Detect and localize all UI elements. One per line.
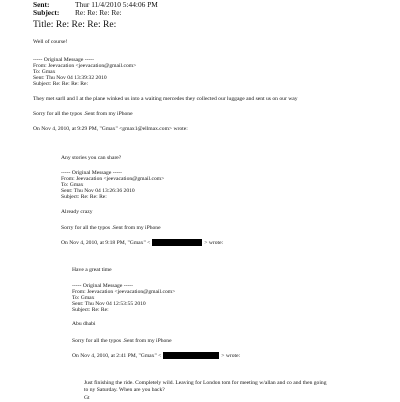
sent-line: Sent: Thu Nov 04 12:53:55 2010: [72, 301, 146, 307]
sent-line: Sent: Thu Nov 04 13:26:36 2010: [61, 188, 135, 194]
body-line: Any stories you can share?: [61, 155, 122, 161]
subject-label: Subject:: [33, 8, 60, 17]
redaction-box: [163, 352, 219, 359]
body-line: Abu dhabi: [72, 321, 96, 327]
signature-line: Sorry for all the typos .Sent from my iPhone: [61, 225, 161, 231]
quote-header: On Nov 4, 2010, at 9:29 PM, "Gmax" <gmax1@ellmax.com> wrote:: [33, 126, 188, 132]
body-line: They met sarll and I at the plane winked us into a waiting mercedes they collected our luggage and sent us on our way: [33, 96, 298, 102]
from-line: From: Jeevacation <jeevacation@gmail.com>: [61, 176, 165, 182]
subject-line: Subject: Re: Re: Re:: [61, 194, 107, 200]
sent-line: Sent: Thu Nov 04 13:39:32 2010: [33, 75, 107, 81]
original-message-separator: ----- Original Message -----: [61, 170, 123, 176]
to-line: To: Gmax: [61, 182, 84, 188]
original-message-separator: ----- Original Message -----: [33, 57, 95, 63]
from-line: From: Jeevacation <jeevacation@gmail.com>: [72, 289, 176, 295]
subject-row: [33, 8, 122, 17]
email-title: Title: Re: Re: Re: Re:: [33, 19, 117, 30]
quote-header: [61, 239, 223, 247]
quote-header-end: > wrote:: [221, 352, 241, 359]
body-line: to ny Saturday. When are you back?: [84, 387, 165, 393]
redaction-box: [152, 239, 202, 246]
body-line: Already crazy: [61, 209, 93, 215]
original-message-separator: ----- Original Message -----: [72, 283, 134, 289]
sent-value: Thur 11/4/2010 5:44:06 PM: [75, 0, 158, 9]
body-line: Gt: [84, 395, 90, 401]
to-line: To: Gmax: [72, 295, 95, 301]
quote-header-end: > wrote:: [204, 239, 224, 246]
body-line: Have a great time: [72, 267, 112, 273]
signature-line: Sorry for all the typos .Sent from my iPhone: [33, 111, 133, 117]
body-line: Well of course!: [33, 39, 68, 45]
signature-line: Sorry for all the typos .Sent from my iPhone: [72, 338, 172, 344]
sent-label: Sent:: [33, 0, 50, 9]
quote-header-start: On Nov 4, 2010, at 9:18 PM, "Gmax" <: [61, 239, 151, 246]
quote-header-start: On Nov 4, 2010, at 2:41 PM, "Gmax" <: [72, 352, 162, 359]
from-line: From: Jeevacation <jeevacation@gmail.com>: [33, 63, 137, 69]
body-line: Just finishing the ride. Completely wild. Leaving for London tom for meeting w/allan and co and then going: [84, 380, 327, 386]
to-line: To: Gmax: [33, 69, 56, 75]
quote-header: [72, 352, 240, 360]
subject-line: Subject: Re: Re:: [72, 307, 109, 313]
subject-value: Re: Re: Re: Re:: [75, 8, 122, 17]
subject-line: Subject: Re: Re: Re: Re:: [33, 81, 88, 87]
